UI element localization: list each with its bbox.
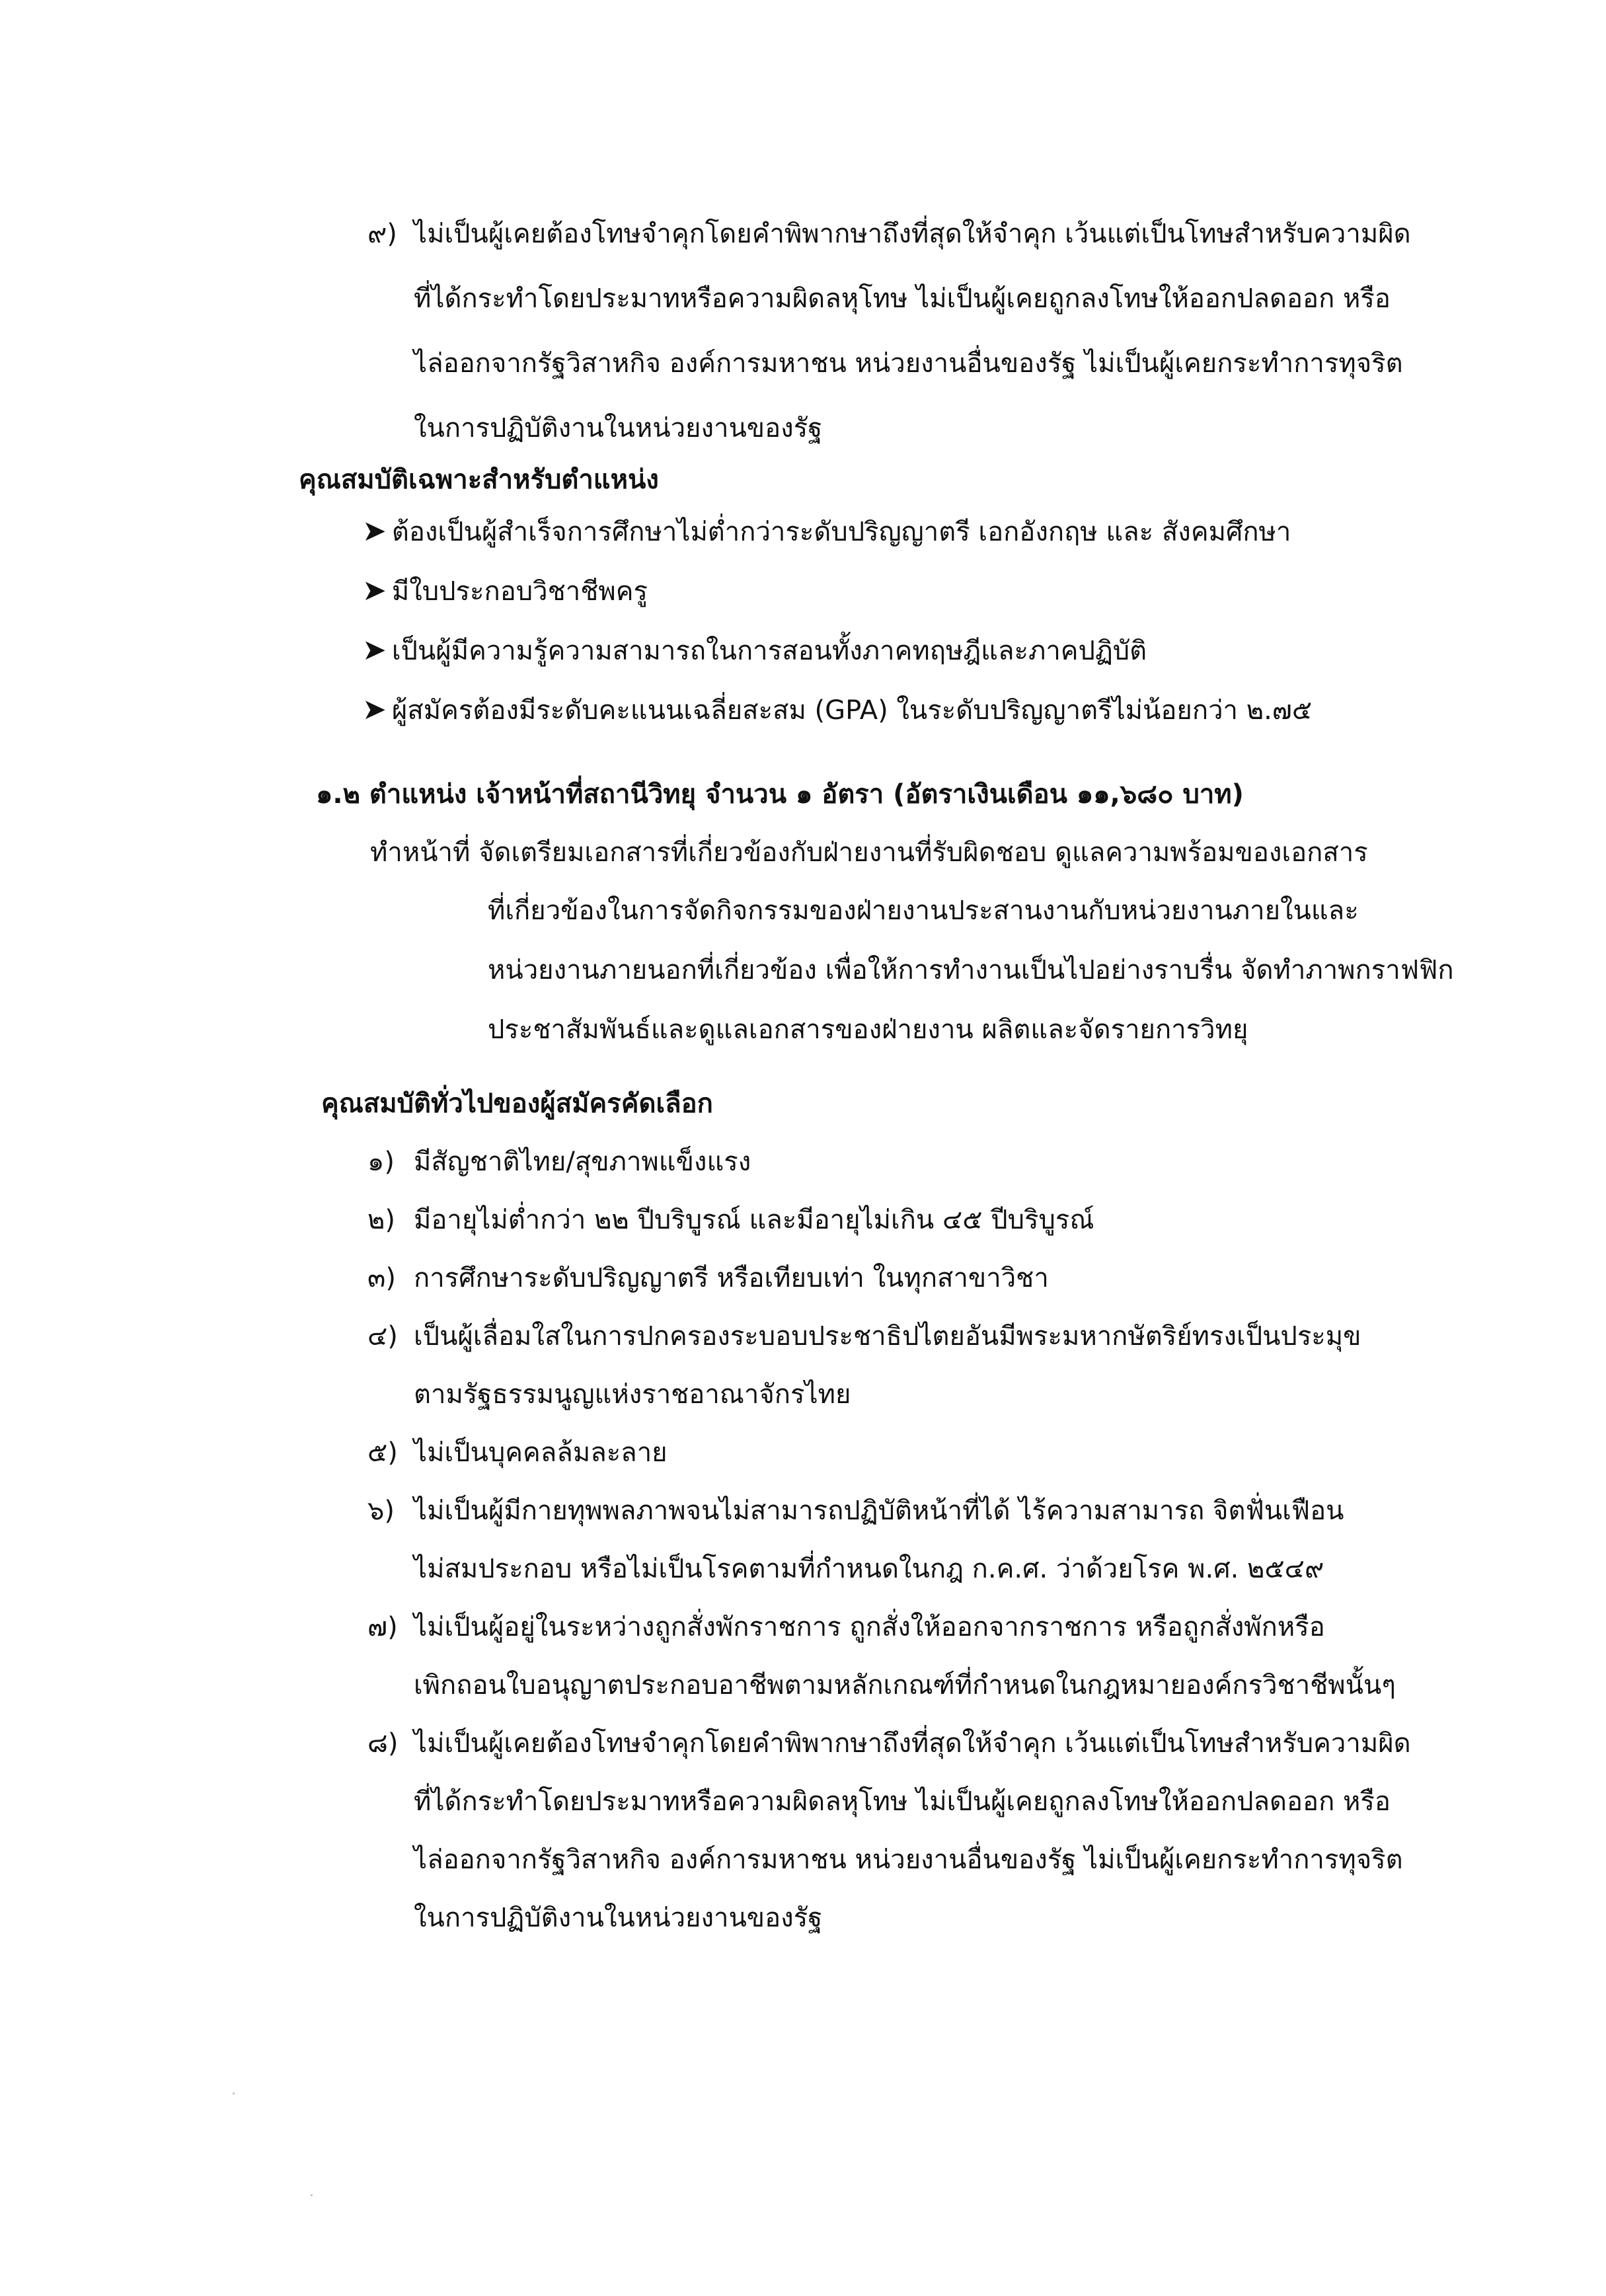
duty-line: ทำหน้าที่ จัดเตรียมเอกสารที่เกี่ยวข้องกับฝ่ายงานที่รับผิดชอบ ดูแลความพร้อมของเอกสาร [370,837,1368,868]
general-item [367,1439,668,1466]
bullet-text: เป็นผู้มีความรู้ความสามารถในการสอนทั้งภาคทฤษฎีและภาคปฏิบัติ [391,636,1147,666]
specific-qualifications-heading: คุณสมบัติเฉพาะสำหรับตำแหน่ง [299,465,659,495]
item-text-line: ในการปฏิบัติงานในหน่วยงานของรัฐ [414,413,823,443]
bullet-item [362,633,1147,667]
item-number: ๔) [367,1321,398,1352]
arrow-bullet-icon: ➤ [362,633,387,667]
bullet-text: ผู้สมัครต้องมีระดับคะแนนเฉลี่ยสะสม (GPA) ในระดับปริญญาตรีไม่น้อยกว่า ๒.๗๕ [391,695,1313,726]
arrow-bullet-icon: ➤ [362,514,387,548]
item-number: ๒) [367,1205,395,1235]
scan-speck [233,2092,235,2094]
general-qualifications-heading: คุณสมบัติทั่วไปของผู้สมัครคัดเลือก [321,1089,713,1119]
item-number: ๑) [367,1147,395,1177]
item-text-line: ที่ได้กระทำโดยประมาทหรือความผิดลหุโทษ ไม่เป็นผู้เคยถูกลงโทษให้ออกปลดออก หรือ [414,284,1391,314]
item-text-line: ในการปฏิบัติงานในหน่วยงานของรัฐ [414,1903,823,1933]
general-item [367,1730,1411,1757]
item-number: ๙) [367,219,397,249]
general-item [367,1265,1049,1291]
duty-line: ที่เกี่ยวข้องในการจัดกิจกรรมของฝ่ายงานประสานงานกับหน่วยงานภายในและ [488,896,1359,926]
item-number: ๗) [367,1612,398,1642]
general-item [367,1207,1094,1233]
general-item [367,1498,1344,1524]
item-text: มีอายุไม่ต่ำกว่า ๒๒ ปีบริบูรณ์ และมีอายุไม่เกิน ๔๕ ปีบริบูรณ์ [414,1205,1094,1235]
item-text-line: ที่ได้กระทำโดยประมาทหรือความผิดลหุโทษ ไม่เป็นผู้เคยถูกลงโทษให้ออกปลดออก หรือ [414,1786,1391,1817]
item-text: ไม่เป็นผู้เคยต้องโทษจำคุกโดยคำพิพากษาถึงที่สุดให้จำคุก เว้นแต่เป็นโทษสำหรับความผิด [414,219,1411,249]
duty-line: หน่วยงานภายนอกที่เกี่ยวข้อง เพื่อให้การทำงานเป็นไปอย่างราบรื่น จัดทำภาพกราฟฟิก [488,955,1454,985]
position-title: ๑.๒ ตำแหน่ง เจ้าหน้าที่สถานีวิทยุ จำนวน ๑ อัตรา (อัตราเงินเดือน ๑๑,๖๘๐ บาท) [316,779,1244,810]
bullet-item [362,695,1312,724]
item-number: ๖) [367,1496,395,1526]
item-text-line: ตามรัฐธรรมนูญแห่งราชอาณาจักรไทย [414,1379,851,1410]
item-text-line: ไล่ออกจากรัฐวิสาหกิจ องค์การมหาชน หน่วยงานอื่นของรัฐ ไม่เป็นผู้เคยกระทำการทุจริต [414,1845,1403,1875]
item-text: ไม่เป็นผู้อยู่ในระหว่างถูกสั่งพักราชการ ถูกสั่งให้ออกจากราชการ หรือถูกสั่งพักหรือ [414,1612,1325,1642]
bullet-text: ต้องเป็นผู้สำเร็จการศึกษาไม่ต่ำกว่าระดับปริญญาตรี เอกอังกฤษ และ สังคมศึกษา [391,517,1291,547]
item-text: มีสัญชาติไทย/สุขภาพแข็งแรง [414,1147,751,1177]
duty-line: ประชาสัมพันธ์และดูแลเอกสารของฝ่ายงาน ผลิตและจัดรายการวิทยุ [488,1014,1248,1045]
item-9 [367,221,1411,247]
general-item [367,1323,1361,1350]
arrow-bullet-icon: ➤ [362,574,387,607]
item-text: เป็นผู้เลื่อมใสในการปกครองระบอบประชาธิปไตยอันมีพระมหากษัตริย์ทรงเป็นประมุข [414,1321,1361,1352]
scan-speck [311,2194,313,2196]
item-text: ไม่เป็นผู้เคยต้องโทษจำคุกโดยคำพิพากษาถึงที่สุดให้จำคุก เว้นแต่เป็นโทษสำหรับความผิด [414,1728,1411,1759]
item-text-line: ไม่สมประกอบ หรือไม่เป็นโรคตามที่กำหนดในกฎ ก.ค.ศ. ว่าด้วยโรค พ.ศ. ๒๕๔๙ [414,1554,1324,1584]
bullet-item [362,514,1291,548]
item-number: ๘) [367,1728,399,1759]
item-text: การศึกษาระดับปริญญาตรี หรือเทียบเท่า ในทุกสาขาวิชา [414,1263,1049,1293]
item-text: ไม่เป็นผู้มีกายทุพพลภาพจนไม่สามารถปฏิบัติหน้าที่ได้ ไร้ความสามารถ จิตฟั่นเฟือน [414,1496,1344,1526]
general-item [367,1614,1325,1640]
item-text: ไม่เป็นบุคคลล้มละลาย [414,1437,668,1468]
item-text-line: ไล่ออกจากรัฐวิสาหกิจ องค์การมหาชน หน่วยงานอื่นของรัฐ ไม่เป็นผู้เคยกระทำการทุจริต [414,348,1403,379]
item-text-line: เพิกถอนใบอนุญาตประกอบอาชีพตามหลักเกณฑ์ที่กำหนดในกฎหมายองค์กรวิชาชีพนั้นๆ [414,1670,1396,1701]
bullet-text: มีใบประกอบวิชาชีพครู [391,576,648,607]
general-item [367,1149,751,1175]
item-number: ๕) [367,1437,398,1468]
bullet-item [362,576,648,605]
arrow-bullet-icon: ➤ [362,693,387,726]
item-number: ๓) [367,1263,396,1293]
